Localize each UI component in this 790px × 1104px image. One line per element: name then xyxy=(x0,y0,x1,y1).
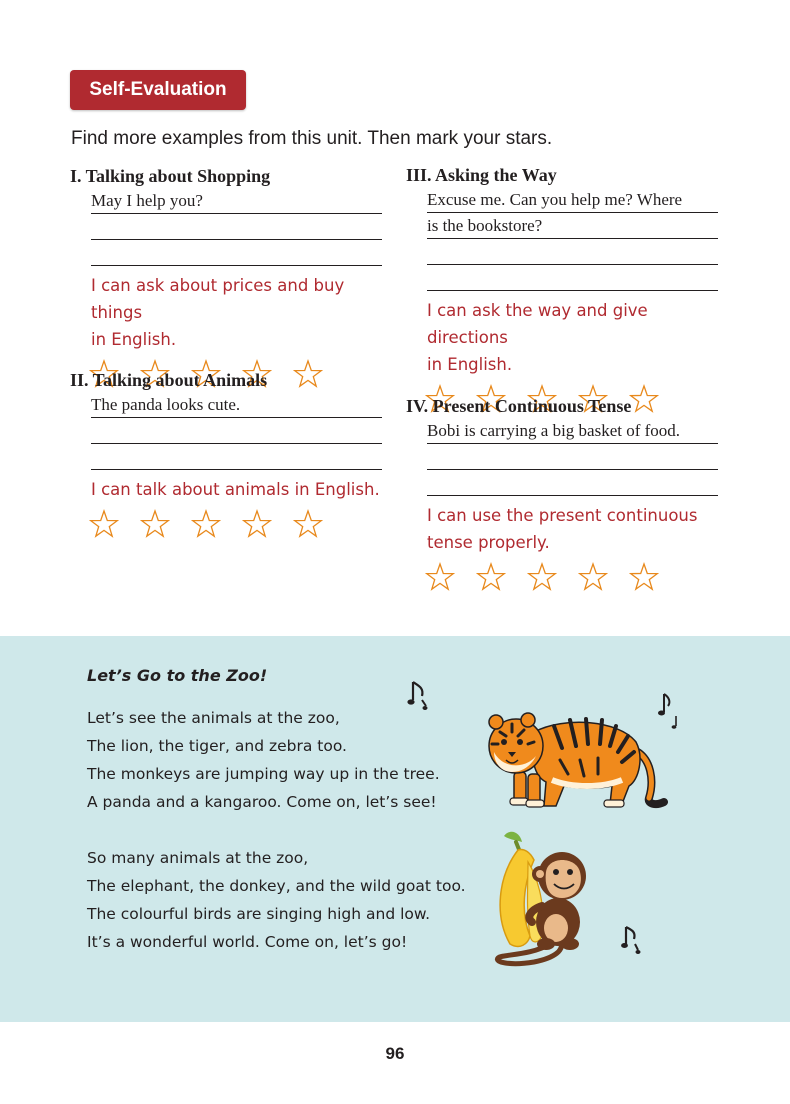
answer-line-3[interactable] xyxy=(91,240,382,266)
monkey-banana-illustration xyxy=(490,826,600,968)
section-title: III. Asking the Way xyxy=(406,165,557,185)
self-evaluation-badge: Self-Evaluation xyxy=(70,70,246,110)
page-number: 96 xyxy=(385,1044,405,1063)
star-icon[interactable] xyxy=(578,562,608,592)
can-do-line-2: in English. xyxy=(427,355,513,374)
can-do-line-1: I can talk about animals in English. xyxy=(91,480,380,499)
answer-line-1[interactable]: Bobi is carrying a big basket of food. xyxy=(427,418,718,444)
can-do-statement xyxy=(427,502,718,556)
answer-lines xyxy=(91,392,382,470)
section-shopping xyxy=(70,164,382,389)
star-icon[interactable] xyxy=(476,562,506,592)
song-verse-2 xyxy=(87,844,466,956)
star-icon[interactable] xyxy=(140,509,170,539)
answer-lines xyxy=(427,187,718,291)
can-do-line-2: in English. xyxy=(91,330,177,349)
section-title: I. Talking about Shopping xyxy=(70,166,271,186)
star-rating xyxy=(89,509,382,539)
answer-lines xyxy=(427,418,718,496)
tiger-illustration xyxy=(484,702,674,812)
lyric-line: So many animals at the zoo, xyxy=(87,849,309,867)
can-do-line-2: tense properly. xyxy=(427,533,550,552)
lyric-line: The monkeys are jumping way up in the tree. xyxy=(87,765,440,783)
star-icon[interactable] xyxy=(89,509,119,539)
answer-line-2[interactable]: is the bookstore? xyxy=(427,213,718,239)
answer-lines xyxy=(91,188,382,266)
answer-line-2[interactable] xyxy=(427,444,718,470)
lyric-line: It’s a wonderful world. Come on, let’s go! xyxy=(87,933,408,951)
answer-line-2[interactable] xyxy=(91,418,382,444)
can-do-statement xyxy=(427,297,718,378)
answer-line-2[interactable] xyxy=(91,214,382,240)
answer-line-3[interactable] xyxy=(91,444,382,470)
star-icon[interactable] xyxy=(527,562,557,592)
star-icon[interactable] xyxy=(191,509,221,539)
answer-line-1[interactable]: May I help you? xyxy=(91,188,382,214)
answer-line-1[interactable]: Excuse me. Can you help me? Where xyxy=(427,187,718,213)
lyric-line: The colourful birds are singing high and low. xyxy=(87,905,431,923)
can-do-statement xyxy=(91,272,382,353)
star-icon[interactable] xyxy=(425,562,455,592)
lyric-line: The lion, the tiger, and zebra too. xyxy=(87,737,347,755)
lyric-line: Let’s see the animals at the zoo, xyxy=(87,709,340,727)
music-note-icon xyxy=(620,924,646,956)
star-icon[interactable] xyxy=(242,509,272,539)
can-do-line-1: I can ask the way and give directions xyxy=(427,301,648,347)
star-icon[interactable] xyxy=(293,509,323,539)
star-rating xyxy=(425,562,718,592)
answer-line-3[interactable] xyxy=(427,470,718,496)
music-note-icon xyxy=(406,678,432,712)
answer-line-4[interactable] xyxy=(427,265,718,291)
instructions-text: Find more examples from this unit. Then mark your stars. xyxy=(71,128,553,149)
can-do-line-1: I can use the present continuous xyxy=(427,506,698,525)
song-title: Let’s Go to the Zoo! xyxy=(87,666,268,685)
lyric-line: The elephant, the donkey, and the wild goat too. xyxy=(87,877,466,895)
section-title: II. Talking about Animals xyxy=(70,370,268,390)
answer-line-1[interactable]: The panda looks cute. xyxy=(91,392,382,418)
section-present-continuous xyxy=(406,394,718,592)
song-verse-1 xyxy=(87,704,440,816)
lyric-line: A panda and a kangaroo. Come on, let’s see! xyxy=(87,793,437,811)
answer-line-3[interactable] xyxy=(427,239,718,265)
section-animals xyxy=(70,368,382,539)
star-icon[interactable] xyxy=(629,562,659,592)
section-title: IV. Present Continuous Tense xyxy=(406,396,632,416)
section-asking-way xyxy=(406,163,718,414)
can-do-statement xyxy=(91,476,382,503)
can-do-line-1: I can ask about prices and buy things xyxy=(91,276,345,322)
